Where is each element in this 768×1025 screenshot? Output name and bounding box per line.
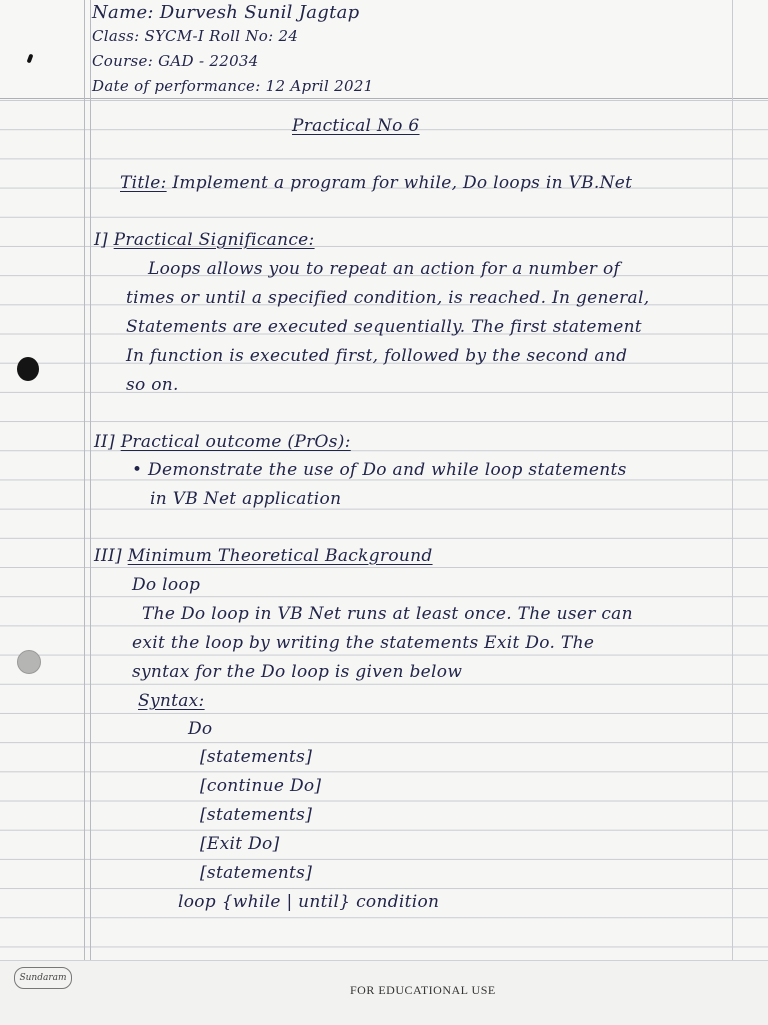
syntax-line-2: [statements] <box>200 747 313 767</box>
syntax-line-6: [statements] <box>200 863 313 883</box>
section3-line-3: syntax for the Do loop is given below <box>132 662 463 682</box>
course: Course: GAD - 22034 <box>92 52 259 70</box>
section2-heading: Practical outcome (PrOs): <box>120 432 351 452</box>
syntax-line-5: [Exit Do] <box>200 834 280 854</box>
section1-heading: Practical Significance: <box>113 230 315 250</box>
margin-line-left <box>84 0 85 960</box>
syntax-line-1: Do <box>188 719 213 739</box>
section1-line-2: times or until a specified condition, is reached. In general, <box>126 288 650 308</box>
section3-heading: Minimum Theoretical Background <box>127 546 433 566</box>
performance-date: Date of performance: 12 April 2021 <box>92 77 374 95</box>
section1-line-5: so on. <box>126 375 179 395</box>
section1-line-1: Loops allows you to repeat an action for a number of <box>148 259 621 279</box>
title-text: Implement a program for while, Do loops in VB.Net <box>172 173 633 193</box>
margin-line-right <box>90 0 91 960</box>
class-roll: Class: SYCM-I Roll No: 24 <box>92 27 299 45</box>
section2-line-1: • Demonstrate the use of Do and while loop statements <box>132 460 627 480</box>
syntax-line-4: [statements] <box>200 805 313 825</box>
footer-note: FOR EDUCATIONAL USE <box>350 983 496 997</box>
section1-heading-row <box>94 230 315 250</box>
punch-hole-dark <box>17 357 39 381</box>
section1-line-3: Statements are executed sequentially. The first statement <box>126 317 642 337</box>
right-margin-line <box>732 0 733 960</box>
section3-line-1: The Do loop in VB Net runs at least once. The user can <box>142 604 633 624</box>
section3-numeral: III] <box>94 546 122 566</box>
title-label: Title: <box>120 173 167 193</box>
notebook-brand-logo: Sundaram <box>14 967 72 989</box>
punch-hole-light <box>17 650 41 674</box>
section2-numeral: II] <box>94 432 115 452</box>
syntax-label: Syntax: <box>138 691 205 711</box>
section1-line-4: In function is executed first, followed by the second and <box>126 346 628 366</box>
section3-heading-row <box>94 546 433 566</box>
student-name: Name: Durvesh Sunil Jagtap <box>92 2 360 23</box>
section3-line-2: exit the loop by writing the statements Exit Do. The <box>132 633 595 653</box>
section3-subheading: Do loop <box>132 575 201 595</box>
section1-numeral: I] <box>94 230 108 250</box>
section2-line-2: in VB Net application <box>150 489 342 509</box>
syntax-line-7: loop {while | until} condition <box>178 892 440 912</box>
section2-heading-row <box>94 432 351 452</box>
practical-title: Practical No 6 <box>292 116 420 136</box>
syntax-line-3: [continue Do] <box>200 776 322 796</box>
title-row <box>120 173 632 193</box>
